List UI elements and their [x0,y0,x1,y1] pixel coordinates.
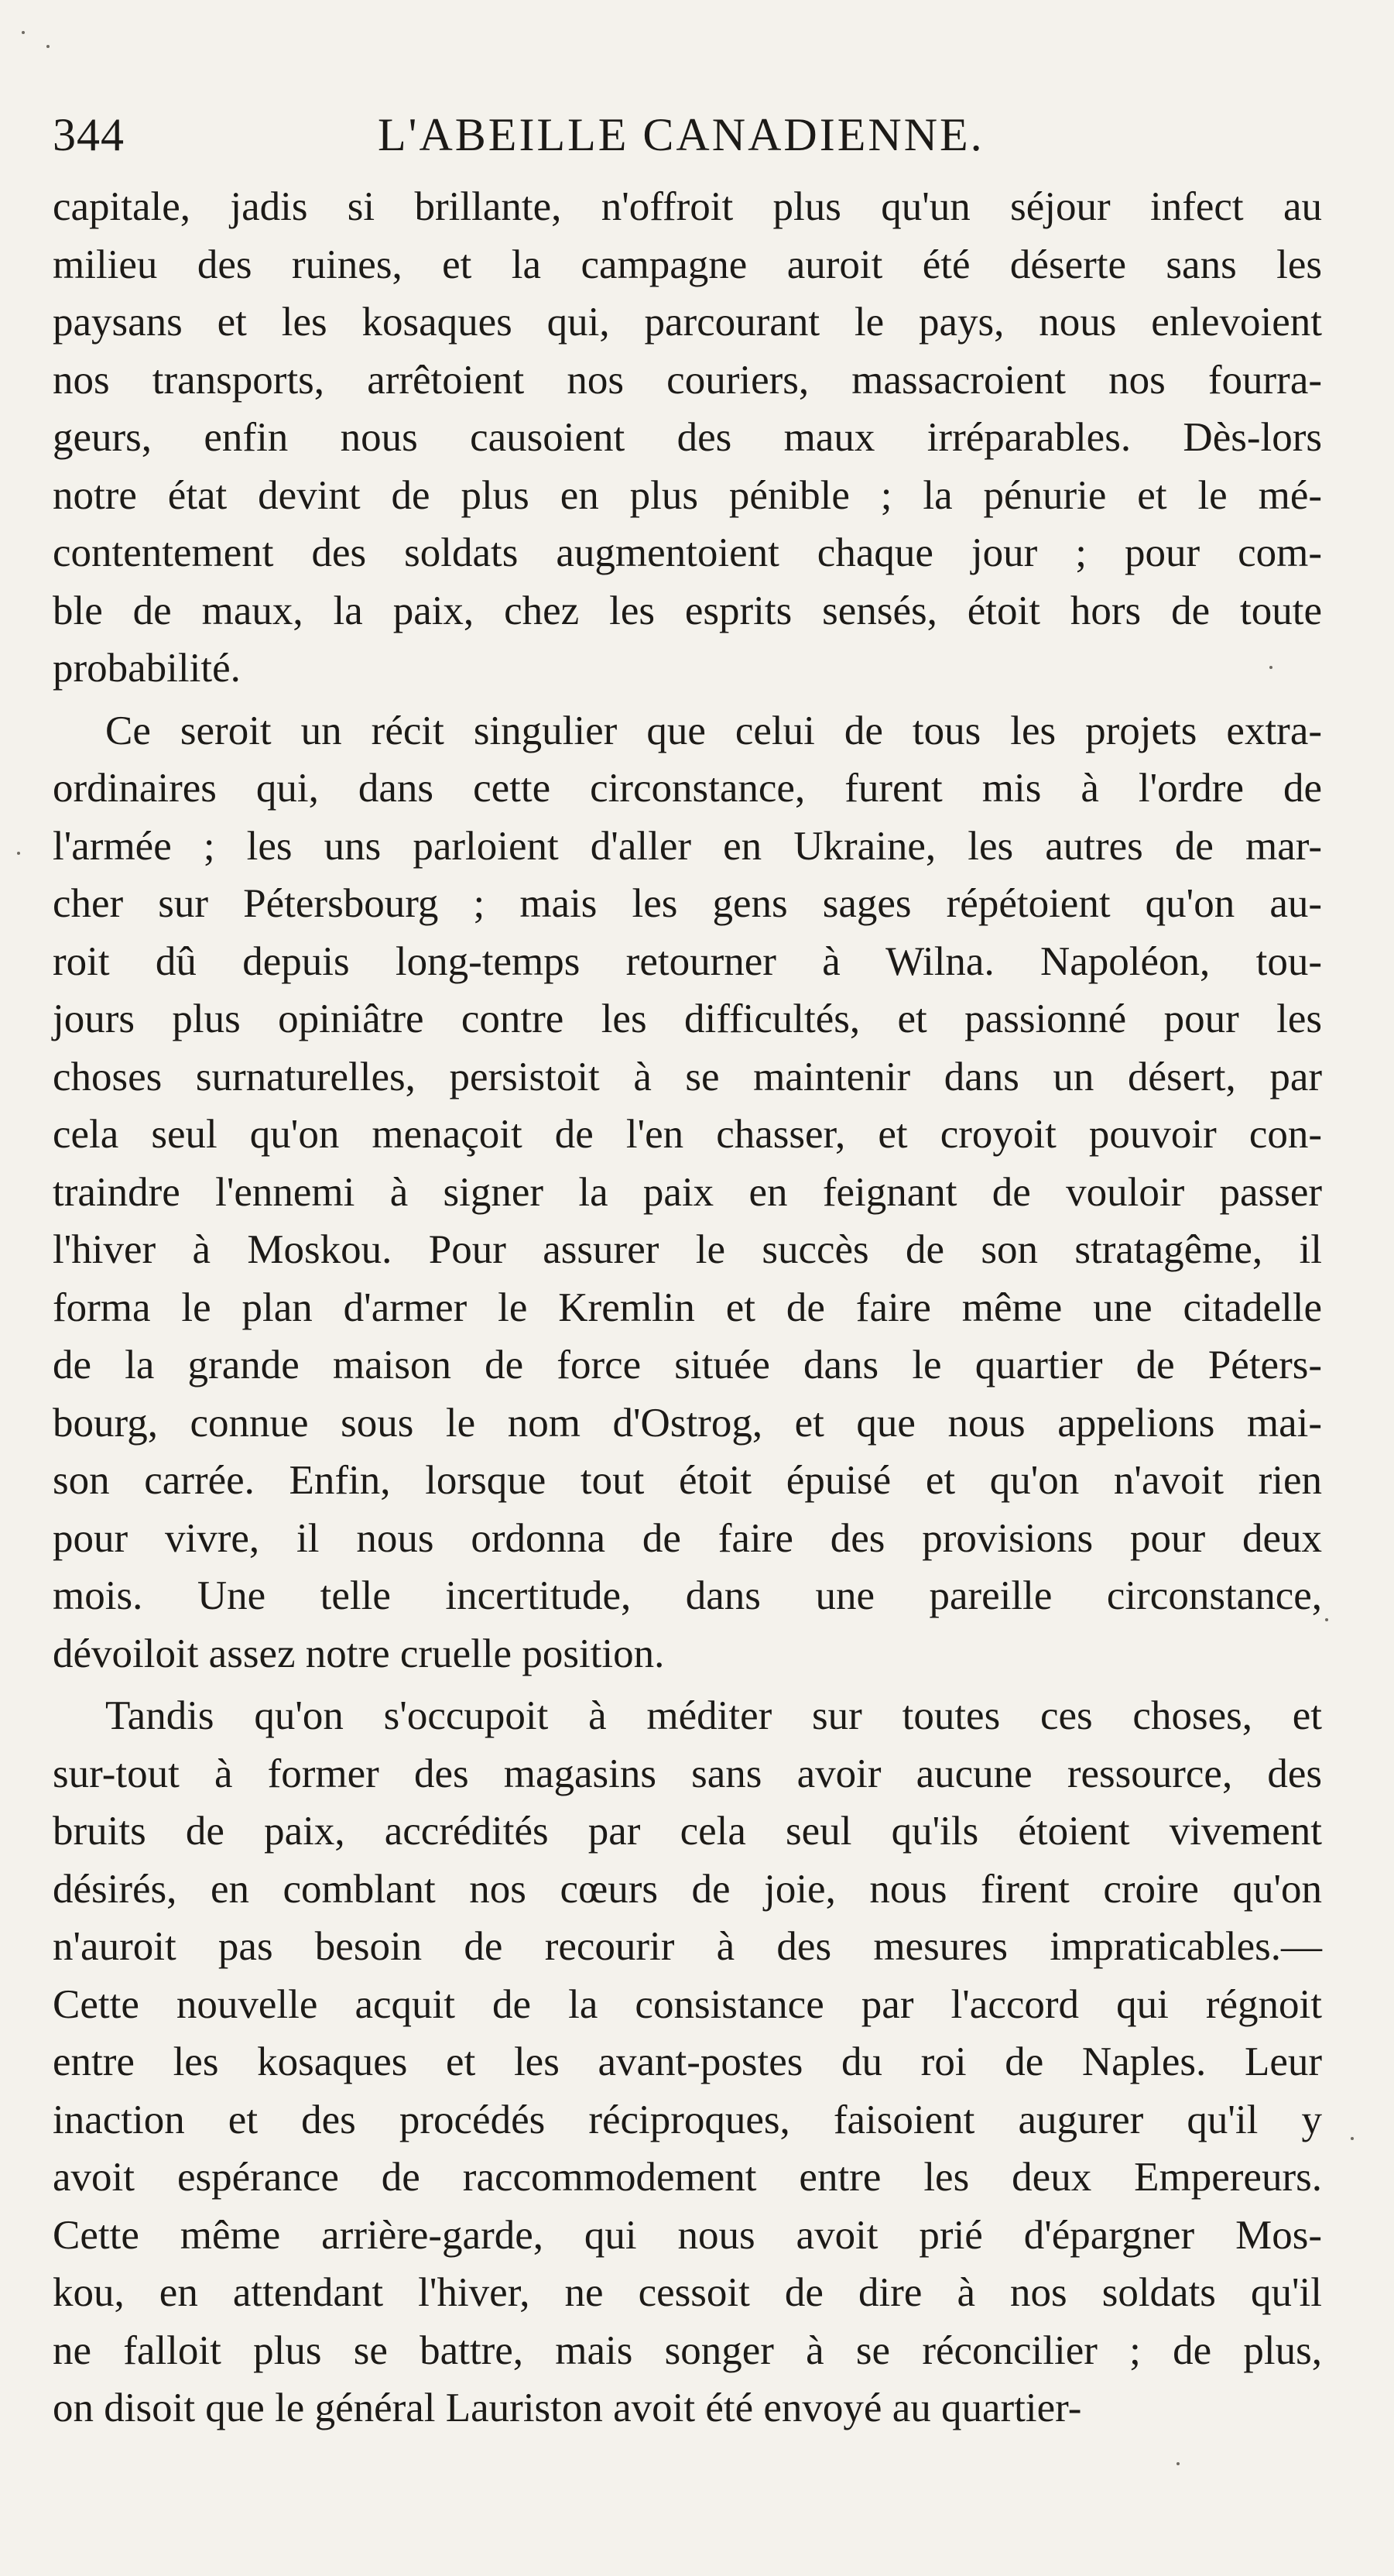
running-title: L'ABEILLE CANADIENNE. [378,109,985,160]
text-line: notre état devint de plus en plus pénible ; la pénurie et le mé- [53,472,1322,518]
text-line: ble de maux, la paix, chez les esprits sensés, étoit hors de toute [53,588,1322,633]
text-line: n'auroit pas besoin de recourir à des mesures impraticables.— [53,1924,1322,1969]
text-line: de la grande maison de force située dans le quartier de Péters- [53,1343,1322,1387]
text-line: ordinaires qui, dans cette circonstance, furent mis à l'ordre de [53,766,1322,811]
text-line: désirés, en comblant nos cœurs de joie, nous firent croire qu'on [53,1866,1322,1912]
text-line: dévoiloit assez notre cruelle position. [53,1631,665,1676]
text-line: son carrée. Enfin, lorsque tout étoit épuisé et qu'on n'avoit rien [53,1458,1322,1503]
text-line: Cette même arrière-garde, qui nous avoit prié d'épargner Mos- [53,2212,1322,2258]
text-line: bruits de paix, accrédités par cela seul qu'ils étoient vivement [53,1809,1322,1854]
text-line: nos transports, arrêtoient nos couriers, massacroient nos fourra- [53,357,1322,403]
text-line: avoit espérance de raccommodement entre les deux Empereurs. [53,2155,1322,2200]
paragraph [53,1687,1322,2437]
text-line: milieu des ruines, et la campagne auroit été déserte sans les [53,242,1322,287]
page-header [53,101,1322,178]
text-line: entre les kosaques et les avant-postes du roi de Naples. Leur [53,2039,1322,2084]
text-line: jours plus opiniâtre contre les difficultés, et passionné pour les [53,996,1322,1041]
text-line: mois. Une telle incertitude, dans une pareille circonstance, [53,1573,1322,1618]
text-line: choses surnaturelles, persistoit à se maintenir dans un désert, par [53,1054,1322,1099]
text-line: probabilité. [53,646,241,691]
text-line: cela seul qu'on menaçoit de l'en chasser, et croyoit pouvoir con- [53,1112,1322,1157]
text-line: geurs, enfin nous causoient des maux irréparables. Dès-lors [53,415,1322,460]
text-line: bourg, connue sous le nom d'Ostrog, et que nous appelions mai- [53,1400,1322,1446]
text-line: Tandis qu'on s'occupoit à méditer sur toutes ces choses, et [105,1693,1322,1738]
text-line: pour vivre, il nous ordonna de faire des provisions pour deux [53,1515,1322,1561]
page-number: 344 [53,109,125,160]
text-line: contentement des soldats augmentoient chaque jour ; pour com- [53,530,1322,575]
text-line: capitale, jadis si brillante, n'offroit plus qu'un séjour infect au [53,184,1322,229]
text-line: l'armée ; les uns parloient d'aller en Ukraine, les autres de mar- [53,823,1322,869]
text-line: Cette nouvelle acquit de la consistance par l'accord qui régnoit [53,1981,1322,2027]
text-line: kou, en attendant l'hiver, ne cessoit de dire à nos soldats qu'il [53,2270,1322,2315]
text-line: traindre l'ennemi à signer la paix en feignant de vouloir passer [53,1169,1322,1215]
text-line: on disoit que le général Lauriston avoit été envoyé au quartier- [53,2386,1082,2430]
paragraph [53,702,1322,1683]
text-line: cher sur Pétersbourg ; mais les gens sages répétoient qu'on au- [53,881,1322,926]
text-line: l'hiver à Moskou. Pour assurer le succès de son stratagême, il [53,1227,1322,1272]
text-line: inaction et des procédés réciproques, faisoient augurer qu'il y [53,2097,1322,2142]
text-line: ne falloit plus se battre, mais songer à se réconcilier ; de plus, [53,2327,1322,2373]
text-line: paysans et les kosaques qui, parcourant le pays, nous enlevoient [53,300,1322,345]
text-line: Ce seroit un récit singulier que celui de tous les projets extra- [105,708,1322,753]
paragraph [53,178,1322,698]
text-line: roit dû depuis long-temps retourner à Wilna. Napoléon, tou- [53,938,1322,984]
text-line: sur-tout à former des magasins sans avoir aucune ressource, des [53,1751,1322,1796]
body-text [53,178,1322,2437]
text-line: forma le plan d'armer le Kremlin et de faire même une citadelle [53,1285,1322,1330]
